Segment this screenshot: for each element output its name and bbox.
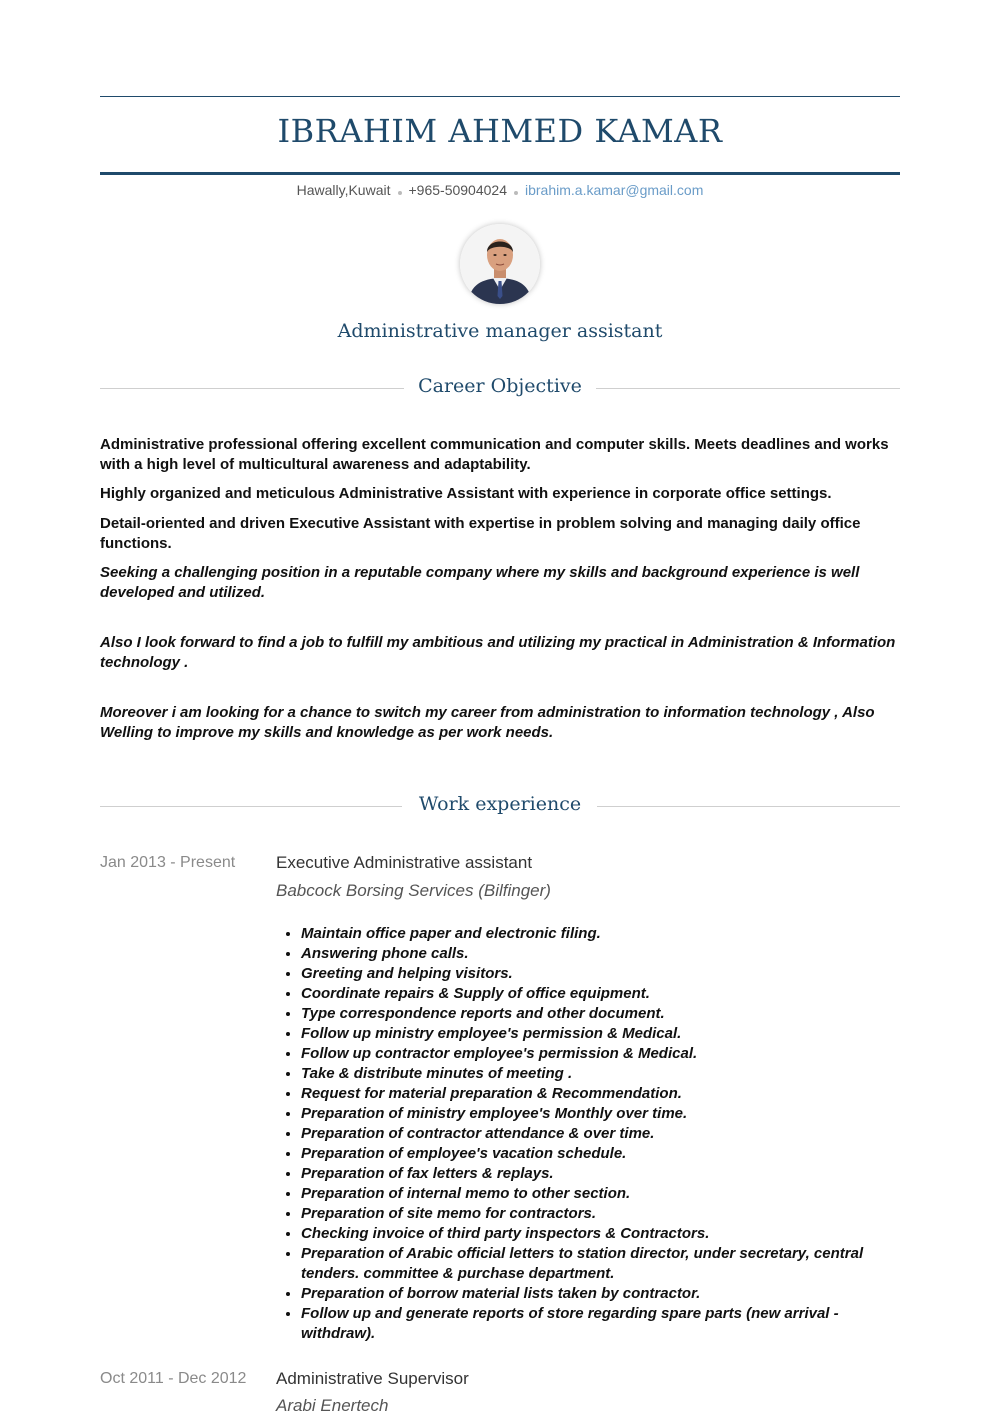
job-company: Babcock Borsing Services (Bilfinger) — [276, 881, 551, 900]
list-item: • Take & distribute minutes of meeting . — [301, 1064, 901, 1084]
list-item: • Preparation of site memo for contractors. — [301, 1204, 901, 1224]
separator-dot-icon — [398, 191, 402, 195]
list-item: • Preparation of employee's vacation schedule. — [301, 1144, 901, 1164]
objective-paragraph: Detail-oriented and driven Executive Assistant with expertise in problem solving and managing daily office functions. — [100, 515, 861, 552]
job-duties-list — [276, 924, 901, 1344]
objective-paragraph: Highly organized and meticulous Administrative Assistant with experience in corporate office settings. — [100, 485, 832, 502]
contact-line — [100, 182, 900, 198]
objective-paragraph: Administrative professional offering excellent communication and computer skills. Meets deadlines and works with a high level of multicultural awareness and adaptability. — [100, 436, 889, 473]
job-dates: Jan 2013 - Present — [100, 854, 236, 871]
section-divider-right — [597, 806, 900, 807]
header-top-rule — [100, 96, 900, 97]
professional-headline: Administrative manager assistant — [337, 320, 663, 342]
job-title: Executive Administrative assistant — [276, 853, 533, 872]
list-item: • Preparation of fax letters & replays. — [301, 1164, 901, 1184]
list-item: • Greeting and helping visitors. — [301, 964, 901, 984]
job-company: Arabi Enertech — [276, 1396, 389, 1415]
list-item: • Preparation of internal memo to other section. — [301, 1184, 901, 1204]
list-item: • Preparation of ministry employee's Monthly over time. — [301, 1104, 901, 1124]
section-title: Career Objective — [418, 375, 582, 397]
section-title: Work experience — [418, 793, 582, 815]
separator-dot-icon — [514, 191, 518, 195]
objective-paragraph: Also I look forward to find a job to fulfill my ambitious and utilizing my practical in Administration & Information technology . — [100, 634, 896, 671]
header-bottom-rule — [100, 172, 900, 175]
list-item: • Preparation of borrow material lists taken by contractor. — [301, 1284, 901, 1304]
candidate-name: IBRAHIM AHMED KAMAR — [277, 112, 723, 150]
email-link[interactable]: ibrahim.a.kamar@gmail.com — [525, 182, 704, 198]
list-item: • Request for material preparation & Recommendation. — [301, 1084, 901, 1104]
job-title: Administrative Supervisor — [276, 1369, 469, 1388]
objective-paragraph: Seeking a challenging position in a reputable company where my skills and background experience is well developed and utilized. — [100, 564, 860, 601]
person-photo-icon — [460, 224, 540, 304]
section-career-objective — [100, 373, 900, 403]
list-item: • Follow up ministry employee's permission & Medical. — [301, 1024, 901, 1044]
phone-text: +965-50904024 — [408, 182, 507, 198]
list-item: • Maintain office paper and electronic filing. — [301, 924, 901, 944]
section-divider-right — [596, 388, 900, 389]
job-dates: Oct 2011 - Dec 2012 — [100, 1370, 247, 1387]
list-item: • Checking invoice of third party inspectors & Contractors. — [301, 1224, 901, 1244]
profile-photo — [460, 224, 540, 304]
location-text: Hawally,Kuwait — [296, 182, 391, 198]
list-item: • Type correspondence reports and other document. — [301, 1004, 901, 1024]
list-item: • Follow up and generate reports of store regarding spare parts (new arrival - withdraw). — [301, 1304, 901, 1344]
list-item: • Preparation of contractor attendance & over time. — [301, 1124, 901, 1144]
list-item: • Preparation of Arabic official letters to station director, under secretary, central tenders. committee & purchase department. — [301, 1244, 901, 1284]
list-item: • Coordinate repairs & Supply of office equipment. — [301, 984, 901, 1004]
section-work-experience — [100, 791, 900, 821]
list-item: • Follow up contractor employee's permission & Medical. — [301, 1044, 901, 1064]
list-item: • Answering phone calls. — [301, 944, 901, 964]
objective-paragraph: Moreover i am looking for a chance to switch my career from administration to information technology , Also Welling to improve my skills and knowledge as per work needs. — [100, 704, 875, 741]
